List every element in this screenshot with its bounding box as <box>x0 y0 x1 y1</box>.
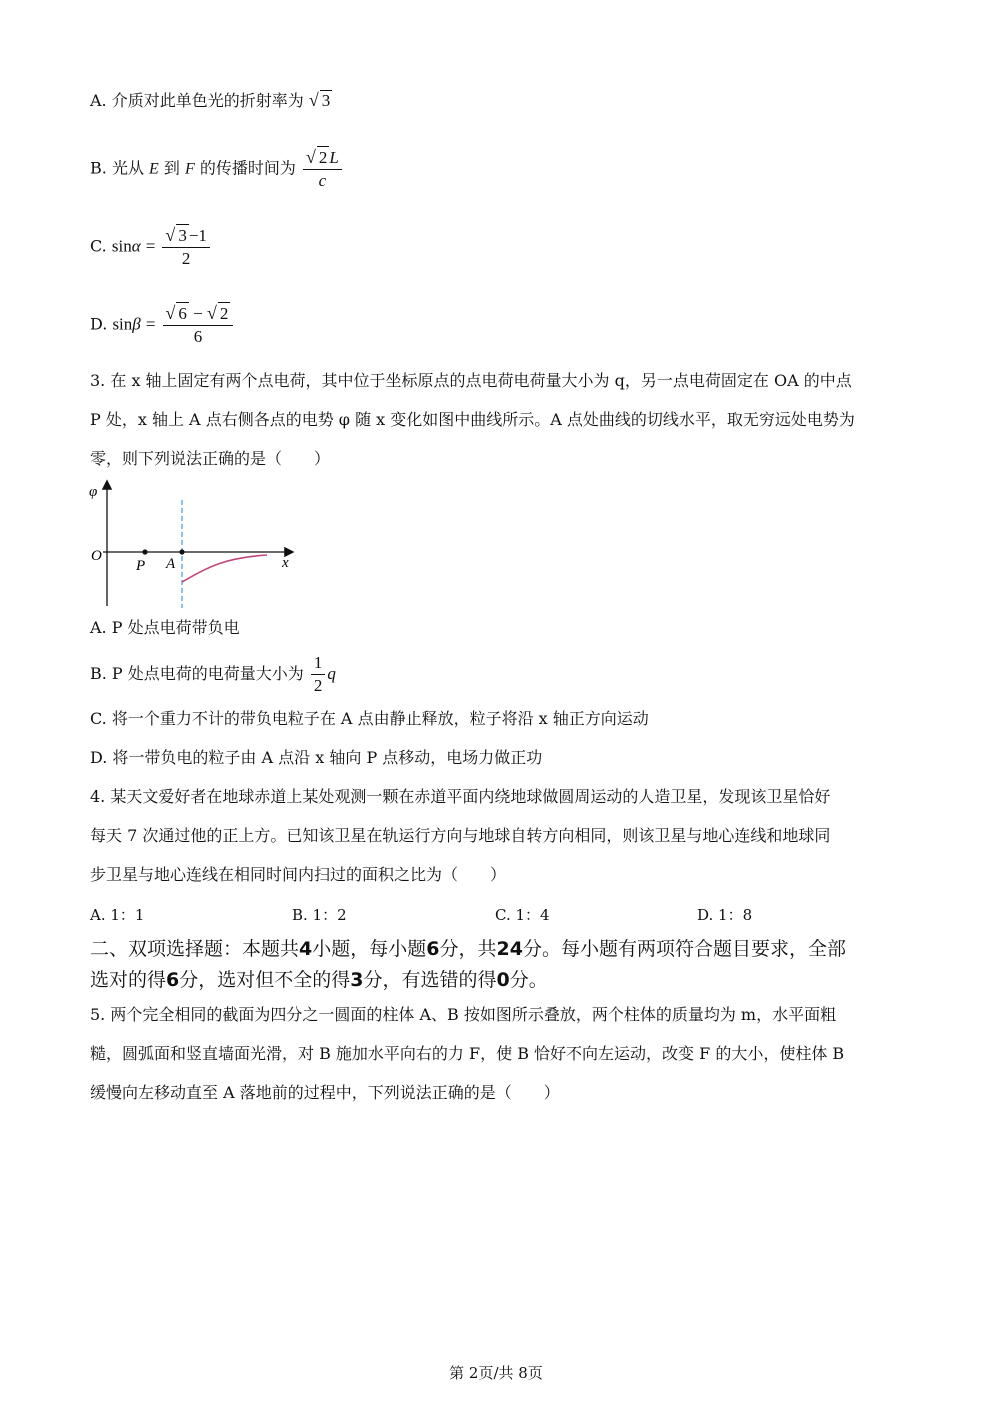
q4-option-c: C. 1：4 <box>495 906 550 924</box>
heading-text: 小题，每小题 <box>312 938 427 960</box>
option-label: D. <box>90 314 108 334</box>
q4-option-a: A. 1：1 <box>90 906 145 924</box>
q2-option-c <box>90 224 212 270</box>
label-a: A <box>166 556 176 572</box>
minus-sign: − <box>193 304 203 323</box>
q5-stem-line-1: 5. 两个完全相同的截面为四分之一圆面的柱体 A、B 按如图所示叠放，两个柱体的质量均为 m，水平面粗 <box>90 1005 837 1024</box>
radicand: 2 <box>219 304 229 323</box>
label-x: x <box>282 555 289 571</box>
denominator: 6 <box>193 327 203 346</box>
option-label: B. <box>90 158 107 178</box>
q3-option-b <box>90 652 336 697</box>
q4-option-d: D. 1：8 <box>697 906 753 924</box>
q3-option-c: C. 将一个重力不计的带负电粒子在 A 点由静止释放，粒子将沿 x 轴正方向运动 <box>90 709 649 728</box>
q4-stem-line-1: 4. 某天文爱好者在地球赤道上某处观测一颗在赤道平面内绕地球做圆周运动的人造卫星，发现该卫星恰好 <box>90 787 831 806</box>
radicand: 3 <box>321 91 331 110</box>
potential-graph <box>85 478 300 613</box>
option-text: 的传播时间为 <box>199 158 296 178</box>
heading-text: 分，共 <box>439 938 497 960</box>
var-e: E <box>149 160 159 178</box>
page-footer: 第 2页/共 8页 <box>449 1364 543 1382</box>
q4-stem-line-3: 步卫星与地心连线在相同时间内扫过的面积之比为（ ） <box>90 865 507 884</box>
heading-number: 24 <box>496 938 523 960</box>
radicand: 3 <box>178 226 187 245</box>
denominator: 2 <box>181 249 191 268</box>
numerator: 1 <box>311 652 326 675</box>
numerator-rest: −1 <box>188 226 207 245</box>
sin-function: sin <box>112 314 133 334</box>
sqrt-expression: √ 3 <box>308 90 331 110</box>
heading-number: 3 <box>350 969 364 991</box>
var-l: L <box>329 148 339 167</box>
heading-number: 6 <box>166 969 180 991</box>
q3-option-d: D. 将一带负电的粒子由 A 点沿 x 轴向 P 点移动，电场力做正功 <box>90 748 543 767</box>
option-text: 到 <box>163 158 180 178</box>
option-text: 光从 <box>111 158 144 178</box>
point-p <box>142 549 147 554</box>
fraction: $\frac{√ 6 - √ 2}{6}$ <box>163 302 234 348</box>
q4-stem-line-2: 每天 7 次通过他的正上方。已知该卫星在轨运行方向与地球自转方向相同，则该卫星与地心连线和地球同 <box>90 826 831 845</box>
fraction: $\frac{√ 2 L}{c}$ <box>303 146 342 192</box>
q5-stem-line-3: 缓慢向左移动直至 A 落地前的过程中，下列说法正确的是（ ） <box>90 1083 560 1102</box>
radicand: 6 <box>178 304 187 323</box>
q3-stem-line-2: P 处，x 轴上 A 点右侧各点的电势 φ 随 x 变化如图中曲线所示。A 点处曲线的切线水平，取无穷远处电势为 <box>90 410 855 429</box>
heading-number: 0 <box>496 969 510 991</box>
option-text: B. P 处点电荷的电荷量大小为 <box>90 664 304 683</box>
q2-option-b <box>90 146 344 192</box>
fraction <box>311 652 326 697</box>
option-label: C. <box>90 236 107 256</box>
heading-text: 分，有选错的得 <box>363 969 497 991</box>
q3-option-a: A. P 处点电荷带负电 <box>90 618 240 637</box>
equals-sign: = <box>145 314 156 334</box>
q3-stem-line-3: 零，则下列说法正确的是（ ） <box>90 449 331 468</box>
sin-function: sin <box>111 236 132 256</box>
label-phi: φ <box>89 484 98 500</box>
q4-option-b: B. 1：2 <box>292 906 347 924</box>
denominator: c <box>318 171 327 190</box>
label-p: P <box>136 558 146 574</box>
heading-text: 分。 <box>509 969 548 991</box>
point-a <box>179 549 184 554</box>
q5-stem-line-2: 糙，圆弧面和竖直墙面光滑，对 B 施加水平向右的力 F，使 B 恰好不向左运动，改变 F 的大小，使柱体 B <box>90 1044 845 1063</box>
heading-number: 4 <box>299 938 313 960</box>
var-f: F <box>185 160 195 178</box>
section-two-heading <box>90 934 910 996</box>
var-q: q <box>327 664 336 683</box>
potential-curve <box>182 555 267 582</box>
heading-text: 二、双项选择题：本题共 <box>90 938 300 960</box>
option-label: A. <box>90 91 107 110</box>
fraction: $\frac{√ 3 -1}{2}$ <box>162 224 209 270</box>
heading-number: 6 <box>426 938 440 960</box>
q2-option-a <box>90 90 332 111</box>
heading-text: 分，选对但不全的得 <box>179 969 351 991</box>
option-text: 介质对此单色光的折射率为 <box>111 91 304 110</box>
label-o: O <box>91 548 102 564</box>
q2-option-d <box>90 302 235 348</box>
denominator: 2 <box>313 676 323 695</box>
greek-alpha: α <box>131 236 141 256</box>
greek-beta: β <box>132 314 141 334</box>
equals-sign: = <box>145 236 156 256</box>
heading-text: 分。每小题有两项符合题目要求，全部 <box>522 938 846 960</box>
heading-text: 选对的得 <box>90 969 167 991</box>
radicand: 2 <box>318 148 328 167</box>
q3-stem-line-1: 3. 在 x 轴上固定有两个点电荷，其中位于坐标原点的点电荷电荷量大小为 q，另一点电荷固定在 OA 的中点 <box>90 371 852 390</box>
